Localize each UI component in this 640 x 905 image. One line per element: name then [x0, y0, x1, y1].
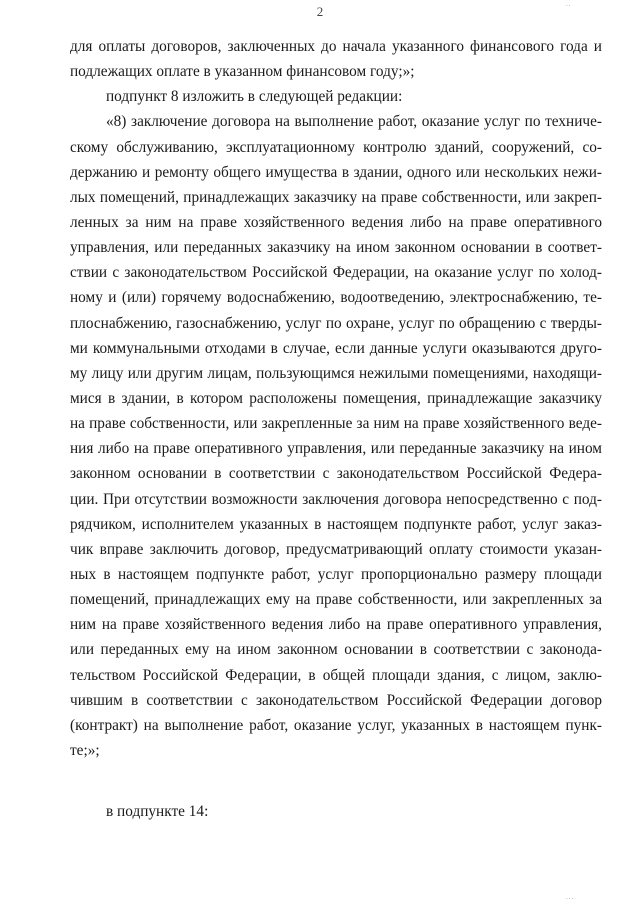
body-line: управления, или переданных заказчику на ином законном основании в соответ-: [70, 239, 602, 257]
body-line: ния либо на праве оперативного управления, или переданные заказчику на ином: [70, 440, 602, 458]
paragraph-heading: подпункт 8 изложить в следующей редакции:: [106, 88, 403, 106]
body-line: «8) заключение договора на выполнение работ, оказание услуг по техниче-: [106, 113, 602, 131]
body-line: для оплаты договоров, заключенных до начала указанного финансового года и: [70, 38, 602, 55]
body-line: ленных за ним на праве хозяйственного ведения либо на праве оперативного: [70, 213, 602, 231]
body-line: держанию и ремонту общего имущества в здании, одного или нескольких нежи-: [70, 163, 602, 181]
body-line: ных в настоящем подпункте работ, услуг пропорционально размеру площади: [70, 565, 602, 583]
body-line: на праве собственности, или закрепленные за ним на праве хозяйственного веде-: [70, 415, 602, 433]
page-number: 2: [316, 4, 324, 19]
body-line: (контракт) на выполнение работ, оказание услуг, указанных в настоящем пунк-: [70, 716, 602, 734]
body-line: помещений, принадлежащих ему на праве собственности, или закрепленных за: [70, 591, 602, 609]
body-line: подлежащих оплате в указанном финансовом году;»;: [70, 63, 415, 81]
body-line: скому обслуживанию, эксплуатационному контролю зданий, сооружений, со-: [70, 138, 602, 156]
scan-corner-mark-bottom: ...: [566, 893, 575, 901]
body-line: ми коммунальными отходами в случае, если данные услуги оказываются друго-: [70, 339, 602, 357]
body-line: чик вправе заключить договор, предусматривающий оплату стоимости указан-: [70, 540, 602, 558]
next-subitem-heading: в подпункте 14:: [106, 803, 209, 820]
body-line: тельством Российской Федерации, в общей площади здания, с лицом, заклю-: [70, 666, 602, 684]
scan-corner-mark-top: ..: [566, 0, 572, 8]
body-line: плоснабжению, газоснабжению, услуг по охране, услуг по обращению с тверды-: [70, 314, 602, 332]
body-line: ствии с законодательством Российской Федерации, на оказание услуг по холод-: [70, 264, 602, 282]
body-line: те;»;: [70, 741, 100, 759]
body-line: лых помещений, принадлежащих заказчику на праве собственности, или закреп-: [70, 188, 602, 206]
body-line: ции. При отсутствии возможности заключения договора непосредственно с под-: [70, 490, 602, 508]
document-body: [70, 34, 602, 763]
body-line: ним на праве хозяйственного ведения либо на праве оперативного управления,: [70, 616, 602, 634]
body-line: му лицу или другим лицам, пользующимся нежилыми помещениями, находящи-: [70, 364, 602, 382]
body-line: ному и (или) горячему водоснабжению, водоотведению, электроснабжению, те-: [70, 289, 602, 307]
body-line: чившим в соответствии с законодательством Российской Федерации договор: [70, 691, 602, 709]
body-line: законном основании в соответствии с законодательством Российской Федера-: [70, 465, 602, 483]
body-line: рядчиком, исполнителем указанных в настоящем подпункте работ, услуг заказ-: [70, 515, 602, 533]
body-line: мися в здании, в котором расположены помещения, принадлежащие заказчику: [70, 389, 602, 407]
body-line: или переданных ему на ином законном основании в соответствии с законода-: [70, 641, 602, 659]
